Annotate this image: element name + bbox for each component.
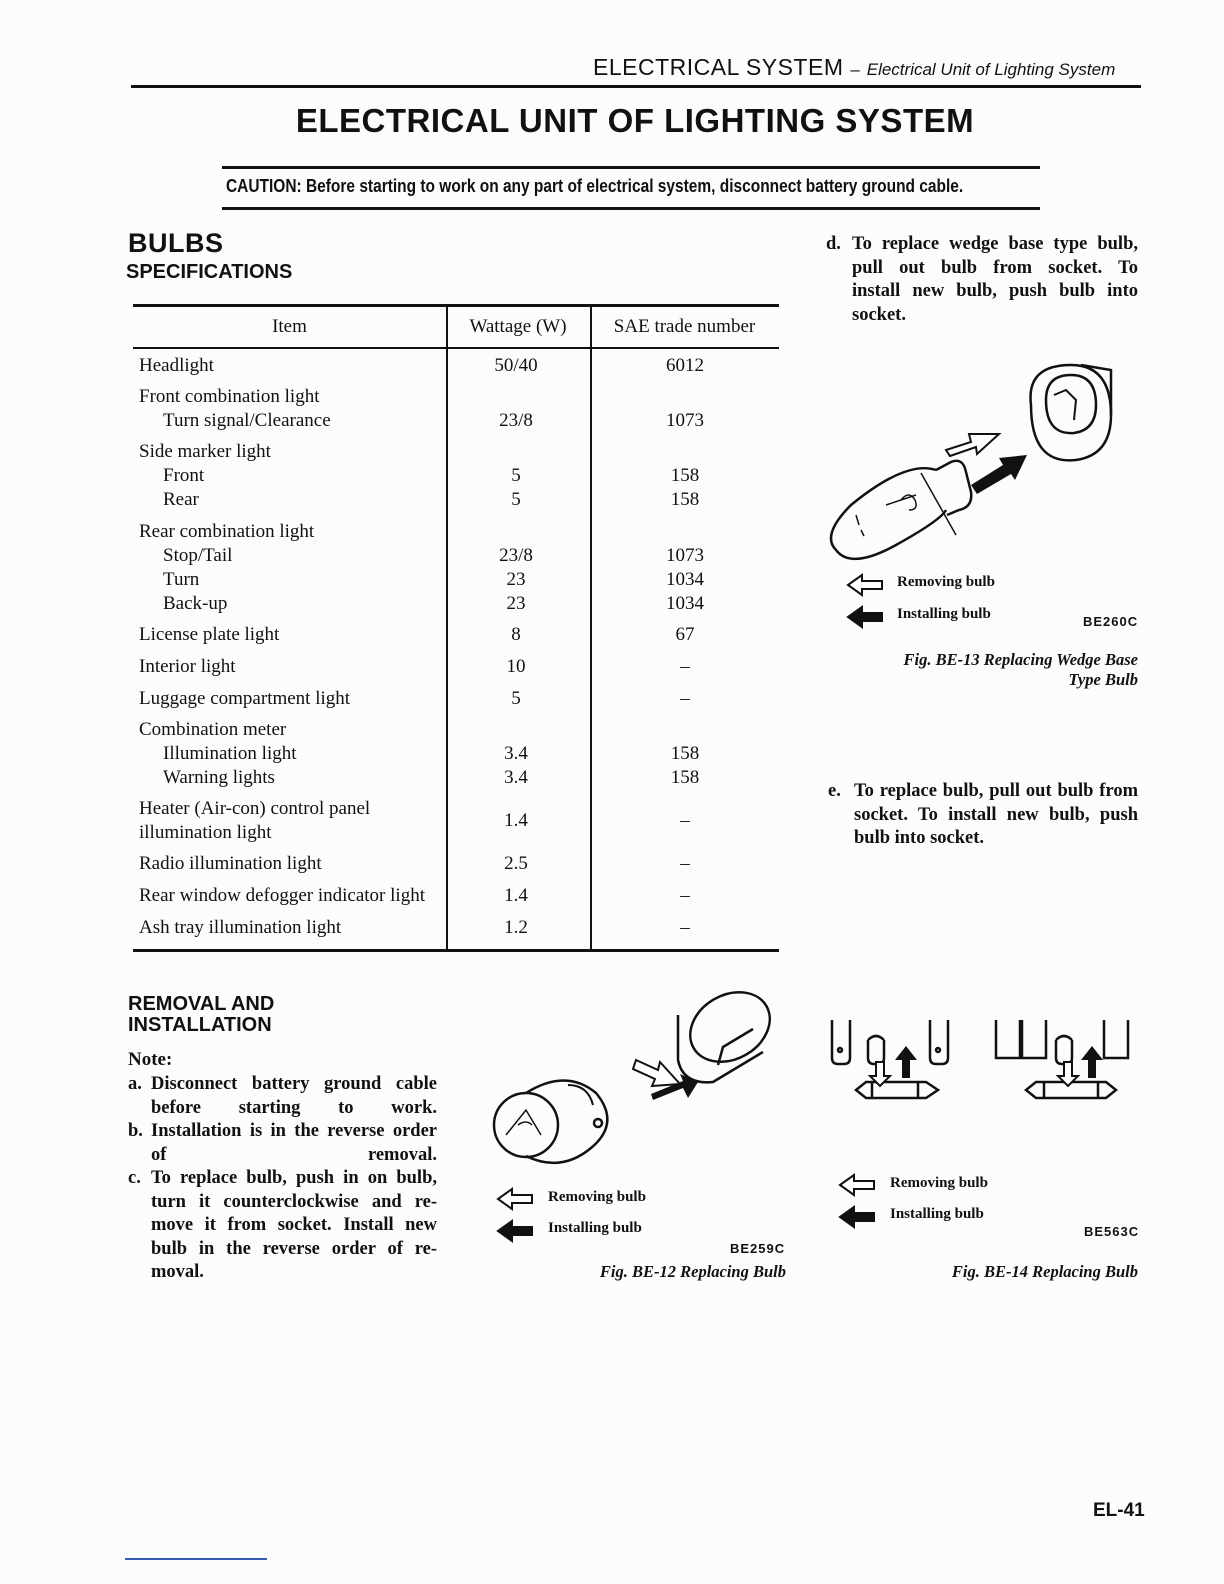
- figure-code: BE563C: [1084, 1224, 1140, 1239]
- sae-cell: –: [680, 810, 690, 831]
- item-cell: Warning lights: [163, 767, 275, 788]
- item-cell: Rear combination light: [139, 521, 315, 542]
- item-cell: Stop/Tail: [163, 545, 233, 566]
- wattage-cell: 5: [511, 688, 521, 709]
- step-text-line: move it from socket. Install new: [151, 1215, 437, 1235]
- item-cell: Back-up: [163, 593, 228, 614]
- step-text-line: moval.: [151, 1262, 204, 1282]
- wattage-cell: 5: [511, 489, 521, 510]
- step-text-line: Disconnect battery ground cable: [151, 1074, 437, 1094]
- wattage-cell: 1.4: [504, 885, 528, 906]
- wattage-cell: 1.2: [504, 917, 528, 938]
- caution-text: Before starting to work on any part of electrical system, disconnect battery ground cable.: [305, 176, 964, 196]
- item-cell: Illumination light: [163, 743, 297, 764]
- sae-cell: –: [680, 688, 690, 709]
- step-text-line: of removal.: [151, 1144, 437, 1165]
- step-label: a.: [128, 1074, 142, 1094]
- step-text-line: bulb in the reverse order of re-: [151, 1238, 437, 1259]
- caption-line: Fig. BE-13 Replacing Wedge Base: [903, 650, 1138, 669]
- header-rule: [131, 85, 1141, 88]
- figure-caption-be14: Fig. BE-14 Replacing Bulb: [951, 1262, 1138, 1281]
- removal-steps: [128, 1073, 438, 1293]
- step-e: [828, 780, 1138, 852]
- heading-line: REMOVAL AND: [128, 993, 275, 1015]
- wattage-cell: 23: [506, 569, 526, 590]
- sae-cell: 1073: [666, 545, 704, 566]
- sae-cell: –: [680, 885, 690, 906]
- wedge-bulb-illustration: [826, 355, 1126, 565]
- caution-rule-top: [222, 166, 1040, 169]
- step-text-line: install new bulb, push bulb into: [852, 281, 1138, 301]
- item-cell: illumination light: [139, 822, 272, 843]
- step-text-line: before starting to work.: [151, 1097, 437, 1118]
- wattage-cell: 23: [506, 593, 526, 614]
- legend-removing: Removing bulb: [890, 1175, 988, 1191]
- spec-table: [133, 304, 779, 952]
- wattage-cell: 23/8: [499, 545, 533, 566]
- caution-rule-bottom: [222, 207, 1040, 210]
- wattage-cell: 8: [511, 624, 521, 645]
- sae-cell: 158: [670, 465, 700, 486]
- installing-arrow-icon: [846, 604, 886, 630]
- item-cell: Front combination light: [139, 386, 320, 407]
- wattage-cell: 2.5: [504, 853, 528, 874]
- item-cell: Turn signal/Clearance: [163, 410, 331, 431]
- legend-installing: Installing bulb: [548, 1220, 642, 1236]
- step-text-line: To replace bulb, push in on bulb,: [151, 1168, 437, 1188]
- item-cell: Front: [163, 465, 205, 486]
- figure-caption-be12: Fig. BE-12 Replacing Bulb: [599, 1262, 786, 1281]
- sae-cell: –: [680, 656, 690, 677]
- wattage-cell: 3.4: [504, 767, 528, 788]
- table-divider: [446, 304, 448, 950]
- legend-installing: Installing bulb: [897, 606, 991, 622]
- bulbs-heading: BULBS: [128, 228, 224, 258]
- bottom-rule: [125, 1558, 267, 1560]
- installing-arrow-icon: [838, 1204, 878, 1230]
- item-cell: Luggage compartment light: [139, 688, 351, 709]
- table-bottom-rule: [133, 949, 779, 952]
- removing-arrow-icon: [633, 1060, 680, 1086]
- wattage-cell: 23/8: [499, 410, 533, 431]
- running-header: [593, 54, 1115, 81]
- step-d: [826, 233, 1138, 329]
- step-label: d.: [826, 234, 841, 254]
- specifications-heading: SPECIFICATIONS: [126, 261, 293, 283]
- step-text-line: Installation is in the reverse order: [151, 1121, 437, 1141]
- item-cell: Combination meter: [139, 719, 287, 740]
- table-divider: [590, 304, 592, 950]
- installing-arrow-icon: [496, 1218, 536, 1244]
- sae-cell: –: [680, 853, 690, 874]
- step-text-line: socket. To install new bulb, push: [854, 804, 1138, 825]
- wattage-cell: 50/40: [494, 355, 538, 376]
- item-cell: Side marker light: [139, 441, 271, 462]
- wattage-cell: 10: [506, 656, 526, 677]
- removing-arrow-icon: [846, 572, 886, 598]
- sae-cell: 6012: [666, 355, 704, 376]
- sae-cell: 1073: [666, 410, 704, 431]
- installing-arrow-icon: [895, 1046, 917, 1078]
- step-text-line: pull out bulb from socket. To: [852, 257, 1138, 278]
- page-title: ELECTRICAL UNIT OF LIGHTING SYSTEM: [295, 102, 975, 139]
- sae-cell: 1034: [666, 569, 704, 590]
- legend-removing: Removing bulb: [548, 1189, 646, 1205]
- sae-cell: 1034: [666, 593, 704, 614]
- item-cell: Radio illumination light: [139, 853, 322, 874]
- item-cell: Interior light: [139, 656, 236, 677]
- item-cell: Turn: [163, 569, 200, 590]
- note-label: Note:: [128, 1049, 173, 1070]
- sae-cell: 158: [670, 743, 700, 764]
- step-text-line: socket.: [852, 304, 906, 325]
- sae-cell: 67: [675, 624, 695, 645]
- item-cell: Rear window defogger indicator light: [139, 885, 425, 906]
- legend-installing: Installing bulb: [890, 1206, 984, 1222]
- removing-arrow-icon: [496, 1186, 536, 1212]
- heading-line: INSTALLATION: [128, 1014, 272, 1036]
- figure-caption-be13: [840, 650, 1138, 690]
- wattage-cell: 1.4: [504, 810, 528, 831]
- caption-line: Type Bulb: [1068, 670, 1138, 689]
- item-cell: License plate light: [139, 624, 280, 645]
- figure-code: BE259C: [730, 1241, 786, 1256]
- page-number: EL-41: [1093, 1500, 1145, 1521]
- header-section: ELECTRICAL SYSTEM: [593, 54, 844, 80]
- step-label: c.: [128, 1168, 141, 1188]
- sae-cell: 158: [670, 767, 700, 788]
- sae-cell: –: [680, 917, 690, 938]
- table-top-rule: [133, 304, 779, 307]
- installing-arrow-icon: [1081, 1046, 1103, 1078]
- step-text-line: turn it counterclockwise and re-: [151, 1191, 437, 1212]
- step-text-line: To replace bulb, pull out bulb from: [854, 781, 1138, 801]
- festoon-bulb-illustration: [826, 1010, 1136, 1110]
- figure-code: BE260C: [1083, 614, 1139, 629]
- step-text-line: bulb into socket.: [854, 828, 985, 848]
- column-header-wattage: Wattage (W): [469, 316, 567, 337]
- legend-removing: Removing bulb: [897, 574, 995, 590]
- wattage-cell: 5: [511, 465, 521, 486]
- removing-arrow-icon: [838, 1172, 878, 1198]
- item-cell: Ash tray illumination light: [139, 917, 342, 938]
- sae-cell: 158: [670, 489, 700, 510]
- installing-arrow-icon: [971, 455, 1027, 494]
- item-cell: Rear: [163, 489, 199, 510]
- step-label: b.: [128, 1121, 143, 1141]
- table-header-rule: [133, 347, 779, 349]
- column-header-sae: SAE trade number: [613, 316, 756, 337]
- step-text-line: To replace wedge base type bulb,: [852, 234, 1138, 254]
- removal-heading: [128, 994, 274, 1036]
- wattage-cell: 3.4: [504, 743, 528, 764]
- header-subsection: Electrical Unit of Lighting System: [866, 60, 1116, 79]
- step-label: e.: [828, 781, 841, 801]
- header-separator: –: [850, 60, 860, 79]
- item-cell: Headlight: [139, 355, 214, 376]
- caution-banner: [226, 176, 963, 197]
- removing-arrow-icon: [946, 434, 999, 456]
- column-header-item: Item: [272, 316, 307, 337]
- bayonet-bulb-illustration: [488, 985, 788, 1185]
- item-cell: Heater (Air-con) control panel: [139, 798, 371, 819]
- caution-label: CAUTION:: [226, 176, 302, 196]
